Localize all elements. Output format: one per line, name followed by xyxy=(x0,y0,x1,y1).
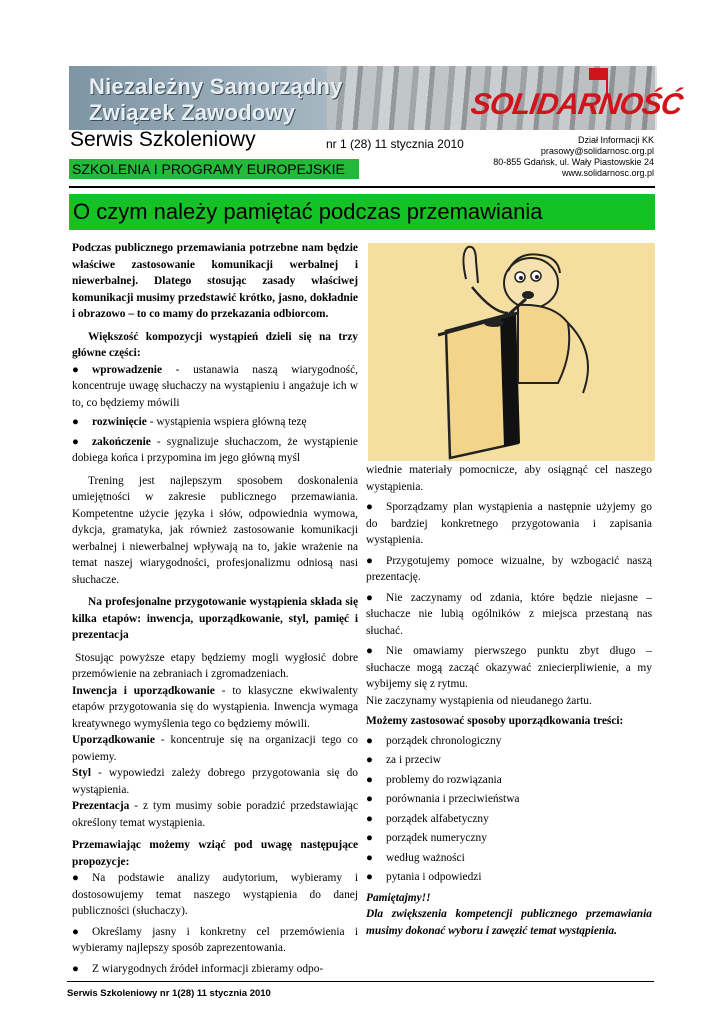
bullet-icon: ● xyxy=(72,962,79,975)
list-item: ● porządek chronologiczny xyxy=(366,733,652,750)
list-item: ● według ważności xyxy=(366,850,652,867)
continuation-text: wiednie materiały pomocnicze, aby osiągnąć cel naszego wystąpienia. xyxy=(366,464,652,493)
right-column xyxy=(366,462,652,939)
list-item: ● porządek numeryczny xyxy=(366,830,652,847)
list-item: ● za i przeciw xyxy=(366,752,652,769)
bullet-icon: ● xyxy=(366,554,373,567)
union-name-line2: Związek Zawodowy xyxy=(89,100,296,125)
footer-divider xyxy=(67,981,654,982)
bullet-icon: ● xyxy=(366,754,373,766)
list-item: ● problemy do rozwiązania xyxy=(366,772,652,789)
contact-address: 80-855 Gdańsk, ul. Wały Piastowskie 24 xyxy=(493,157,654,167)
bullet-icon: ● xyxy=(366,871,373,883)
bullet-icon: ● xyxy=(366,832,373,844)
list-item: ● Przygotujemy pomoce wizualne, by wzbogacić naszą prezentację. xyxy=(366,554,652,583)
bullet-icon: ● xyxy=(72,872,79,884)
list-item: ● Nie zaczynamy od zdania, które będzie niejasne – słuchacze nie lubią ogólników z miejsca przestaną nas słuchać. xyxy=(366,591,652,637)
closing-text: Dla zwiększenia kompetencji publicznego przemawiania musimy dokonać wyboru i zawęzić temat wystąpienia. xyxy=(366,908,652,937)
issue-number: nr 1 (28) 11 stycznia 2010 xyxy=(326,137,464,151)
list-item: ● pytania i odpowiedzi xyxy=(366,869,652,886)
stage-item: Uporządkowanie - koncentruje się na organizacji tego co powiemy. xyxy=(72,734,358,763)
left-column xyxy=(72,240,358,977)
bullet-icon: ● xyxy=(366,812,373,825)
no-joke-text: Nie zaczynamy wystąpienia od nieudanego żartu. xyxy=(366,694,592,707)
article-title: O czym należy pamiętać podczas przemawiania xyxy=(69,194,655,230)
masthead-banner xyxy=(69,66,685,130)
bullet-icon: ● xyxy=(366,793,373,805)
bullet-icon: ● xyxy=(366,501,373,513)
parts-heading: Większość kompozycji wystąpień dzieli się na trzy główne części: xyxy=(72,330,358,359)
speaker-illustration xyxy=(368,243,655,461)
union-name-line1: Niezależny Samorządny xyxy=(89,74,343,99)
bullet-icon: ● xyxy=(366,591,373,604)
list-item: ● rozwinięcie - wystąpienia wspiera główną tezę xyxy=(72,414,358,431)
header-divider xyxy=(69,186,655,188)
list-item: ● wprowadzenie - ustanawia naszą wiarygodność, koncentruje uwagę słuchaczy na wystąpieniu i angażuje ich w to, co będziemy mówili xyxy=(72,363,358,409)
stages-heading: Na profesjonalne przygotowanie wystąpienia składa się kilka etapów: inwencja, uporządkowanie, styl, pamięć i prezentacja xyxy=(72,596,358,641)
intro-paragraph: Podczas publicznego przemawiania potrzebne nam będzie właściwe zastosowanie komunikacji werbalnej i niewerbalnej. Dlatego stosując zasady właściwej komunikacji musimy przedstawić krótko, jasno, dokładnie i obrazowo – to co mamy do przekazania odbiorcom. xyxy=(72,242,358,320)
list-item: ● Sporządzamy plan wystąpienia a następnie użyjemy go do bardziej konkretnego przygotowania i zapisania wystąpienia. xyxy=(366,501,652,546)
bullet-icon: ● xyxy=(366,773,373,786)
bullet-icon: ● xyxy=(72,363,79,376)
proposals-heading: Przemawiając możemy wziąć pod uwagę następujące propozycje: xyxy=(72,839,358,868)
stage-item: Inwencja i uporządkowanie - to klasyczne ekwiwalenty etapów przygotowania się do wystąpienia. Inwencja wymaga kreatywnego wymyślenia tego co będziemy mówili. xyxy=(72,684,358,730)
list-item: ● Określamy jasny i konkretny cel przemówienia i wybieramy najlepszy sposób zaprezentowania. xyxy=(72,925,358,954)
bullet-icon: ● xyxy=(72,925,79,938)
bullet-icon: ● xyxy=(366,851,373,864)
list-item: ● Nie omawiamy pierwszego punktu zbyt długo – słuchacze mogą zacząć okazywać zniecierpliwienie, a my wybijemy się z rytmu. xyxy=(366,645,652,690)
training-paragraph: Trening jest najlepszym sposobem doskonalenia umiejętności w zakresie publicznego przemawiania. Kompetentne użycie języka i słów, odpowiednia wymowa, dykcja, gramatyka, jak również zastosowanie komunikacji werbalnej i niewerbalnej wpływają na to, jakie wrażenie na temat naszej wiarygodności, profesjonalizmu odniosą nasi słuchacze. xyxy=(72,474,358,586)
logo-flag xyxy=(589,68,607,80)
order-heading: Możemy zastosować sposoby uporządkowania treści: xyxy=(366,715,624,727)
bullet-icon: ● xyxy=(366,734,373,747)
list-item: ● Na podstawie analizy audytorium, wybieramy i dostosowujemy temat naszego wystąpienia do danej publiczności (słuchaczy). xyxy=(72,872,358,917)
list-item: ● Z wiarygodnych źródeł informacji zbieramy odpo- xyxy=(72,961,358,978)
bullet-icon: ● xyxy=(366,645,373,657)
section-label: SZKOLENIA I PROGRAMY EUROPEJSKIE xyxy=(69,159,359,179)
stage-item: Prezentacja - z tym musimy sobie poradzić przedstawiając określony temat wystąpienia. xyxy=(72,800,358,829)
list-item: ● zakończenie - sygnalizuje słuchaczom, że wystąpienie dobiega końca i przypomina im jego główną myśl xyxy=(72,435,358,464)
bullet-icon: ● xyxy=(72,435,79,448)
publication-name: Serwis Szkoleniowy xyxy=(70,128,256,151)
stage-item: Styl - wypowiedzi zależy dobrego przygotowania się do wystąpienia. xyxy=(72,767,358,796)
contact-website: www.solidarnosc.org.pl xyxy=(561,168,654,178)
contact-email: prasowy@solidarnosc.org.pl xyxy=(540,146,654,156)
page-footer: Serwis Szkoleniowy nr 1(28) 11 stycznia 2010 xyxy=(67,988,271,999)
speaker-at-podium-icon xyxy=(368,243,655,461)
contact-info xyxy=(470,135,654,179)
stages-intro: Stosując powyższe etapy będziemy mogli wygłosić dobre przemówienie na zebraniach i zgromadzeniach. xyxy=(72,651,358,680)
solidarnosc-logo: SOLIDARNOŚĆ xyxy=(468,88,685,121)
remember-heading: Pamiętajmy!! xyxy=(366,891,431,904)
contact-dept: Dział Informacji KK xyxy=(577,135,654,145)
list-item: ● porównania i przeciwieństwa xyxy=(366,791,652,808)
bullet-icon: ● xyxy=(72,416,79,428)
list-item: ● porządek alfabetyczny xyxy=(366,811,652,828)
